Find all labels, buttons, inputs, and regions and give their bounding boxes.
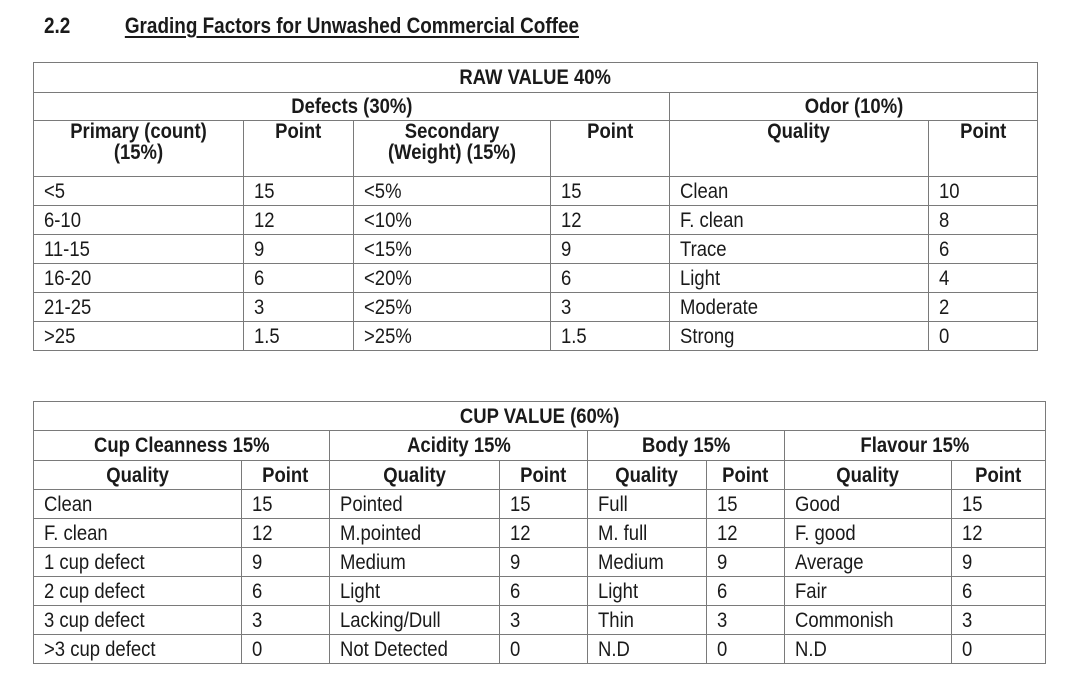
cup-title-row	[34, 402, 1046, 431]
cleanness-quality-cell: 3 cup defect	[34, 606, 242, 635]
body-point-cell: 15	[707, 490, 785, 519]
secondary-weight-cell: <25%	[354, 293, 551, 322]
cup-value-table	[33, 401, 1046, 664]
secondary-weight-cell: <20%	[354, 264, 551, 293]
odor-quality-header: Quality	[670, 121, 929, 177]
cleanness-quality-cell: 1 cup defect	[34, 548, 242, 577]
table-row	[34, 577, 1046, 606]
flavour-point-cell: 3	[952, 606, 1046, 635]
table-row	[34, 606, 1046, 635]
section-number: 2.2	[44, 13, 71, 38]
odor-quality-cell: Moderate	[670, 293, 929, 322]
acidity-point-cell: 12	[500, 519, 588, 548]
table-row	[34, 293, 1038, 322]
secondary-point-cell: 6	[551, 264, 670, 293]
acidity-quality-cell: Not Detected	[330, 635, 500, 664]
flavour-quality-cell: Average	[785, 548, 952, 577]
secondary-weight-cell: <5%	[354, 177, 551, 206]
body-point-cell: 9	[707, 548, 785, 577]
secondary-point-cell: 12	[551, 206, 670, 235]
acidity-point-cell: 9	[500, 548, 588, 577]
cleanness-quality-header: Quality	[34, 461, 242, 490]
body-point-cell: 12	[707, 519, 785, 548]
cleanness-point-header: Point	[242, 461, 330, 490]
table-row	[34, 519, 1046, 548]
primary-count-cell: <5	[34, 177, 244, 206]
primary-count-cell: 16-20	[34, 264, 244, 293]
flavour-point-cell: 6	[952, 577, 1046, 606]
table-row	[34, 206, 1038, 235]
acidity-point-cell: 15	[500, 490, 588, 519]
acidity-point-cell: 3	[500, 606, 588, 635]
odor-quality-cell: Trace	[670, 235, 929, 264]
odor-point-header: Point	[929, 121, 1038, 177]
flavour-quality-cell: N.D	[785, 635, 952, 664]
secondary-weight-cell: >25%	[354, 322, 551, 351]
odor-point-cell: 0	[929, 322, 1038, 351]
secondary-point-header: Point	[551, 121, 670, 177]
section-title: Grading Factors for Unwashed Commercial Coffee	[124, 13, 580, 38]
body-quality-cell: Medium	[588, 548, 707, 577]
primary-point-header: Point	[244, 121, 354, 177]
cup-group-row	[34, 431, 1046, 461]
table-row	[34, 235, 1038, 264]
flavour-point-cell: 0	[952, 635, 1046, 664]
odor-quality-cell: Strong	[670, 322, 929, 351]
body-point-cell: 6	[707, 577, 785, 606]
cleanness-point-cell: 0	[242, 635, 330, 664]
odor-group-header: Odor (10%)	[670, 93, 1038, 121]
raw-value-title: RAW VALUE 40%	[34, 63, 1038, 93]
raw-column-header-row	[34, 121, 1038, 177]
flavour-point-cell: 12	[952, 519, 1046, 548]
flavour-quality-cell: Fair	[785, 577, 952, 606]
secondary-weight-cell: <10%	[354, 206, 551, 235]
cleanness-quality-cell: F. clean	[34, 519, 242, 548]
secondary-weight-header: Secondary (Weight) (15%)	[354, 121, 551, 177]
odor-point-cell: 6	[929, 235, 1038, 264]
cleanness-point-cell: 3	[242, 606, 330, 635]
flavour-quality-cell: Good	[785, 490, 952, 519]
flavour-point-header: Point	[952, 461, 1046, 490]
odor-point-cell: 2	[929, 293, 1038, 322]
body-quality-cell: M. full	[588, 519, 707, 548]
flavour-point-cell: 9	[952, 548, 1046, 577]
cleanness-point-cell: 12	[242, 519, 330, 548]
cleanness-point-cell: 9	[242, 548, 330, 577]
acidity-point-cell: 6	[500, 577, 588, 606]
primary-count-cell: 21-25	[34, 293, 244, 322]
acidity-point-cell: 0	[500, 635, 588, 664]
primary-point-cell: 15	[244, 177, 354, 206]
primary-count-cell: >25	[34, 322, 244, 351]
body-quality-cell: Light	[588, 577, 707, 606]
flavour-point-cell: 15	[952, 490, 1046, 519]
primary-point-cell: 3	[244, 293, 354, 322]
primary-point-cell: 9	[244, 235, 354, 264]
body-point-header: Point	[707, 461, 785, 490]
cleanness-quality-cell: Clean	[34, 490, 242, 519]
defects-group-header: Defects (30%)	[34, 93, 670, 121]
flavour-quality-cell: F. good	[785, 519, 952, 548]
acidity-point-header: Point	[500, 461, 588, 490]
odor-point-cell: 4	[929, 264, 1038, 293]
primary-point-cell: 6	[244, 264, 354, 293]
body-point-cell: 0	[707, 635, 785, 664]
cleanness-point-cell: 6	[242, 577, 330, 606]
cleanness-quality-cell: >3 cup defect	[34, 635, 242, 664]
odor-point-cell: 10	[929, 177, 1038, 206]
cup-cleanness-group-header: Cup Cleanness 15%	[34, 431, 330, 461]
cup-value-title: CUP VALUE (60%)	[34, 402, 1046, 431]
acidity-quality-cell: Pointed	[330, 490, 500, 519]
primary-point-cell: 12	[244, 206, 354, 235]
body-group-header: Body 15%	[588, 431, 785, 461]
acidity-quality-cell: Lacking/Dull	[330, 606, 500, 635]
acidity-quality-header: Quality	[330, 461, 500, 490]
acidity-group-header: Acidity 15%	[330, 431, 588, 461]
table-row	[34, 322, 1038, 351]
odor-quality-cell: F. clean	[670, 206, 929, 235]
acidity-quality-cell: Light	[330, 577, 500, 606]
secondary-point-cell: 15	[551, 177, 670, 206]
secondary-point-cell: 1.5	[551, 322, 670, 351]
table-row	[34, 177, 1038, 206]
secondary-point-cell: 3	[551, 293, 670, 322]
table-row	[34, 548, 1046, 577]
acidity-quality-cell: M.pointed	[330, 519, 500, 548]
primary-point-cell: 1.5	[244, 322, 354, 351]
body-quality-cell: N.D	[588, 635, 707, 664]
section-heading	[44, 10, 579, 42]
body-point-cell: 3	[707, 606, 785, 635]
odor-quality-cell: Light	[670, 264, 929, 293]
odor-quality-cell: Clean	[670, 177, 929, 206]
table-row	[34, 264, 1038, 293]
table-row	[34, 635, 1046, 664]
body-quality-cell: Thin	[588, 606, 707, 635]
secondary-point-cell: 9	[551, 235, 670, 264]
primary-count-cell: 11-15	[34, 235, 244, 264]
acidity-quality-cell: Medium	[330, 548, 500, 577]
raw-value-table	[33, 62, 1038, 351]
raw-title-row	[34, 63, 1038, 93]
raw-group-row	[34, 93, 1038, 121]
flavour-quality-cell: Commonish	[785, 606, 952, 635]
secondary-weight-cell: <15%	[354, 235, 551, 264]
cup-column-header-row	[34, 461, 1046, 490]
flavour-group-header: Flavour 15%	[785, 431, 1046, 461]
primary-count-cell: 6-10	[34, 206, 244, 235]
body-quality-header: Quality	[588, 461, 707, 490]
table-row	[34, 490, 1046, 519]
primary-count-header: Primary (count) (15%)	[34, 121, 244, 177]
cleanness-point-cell: 15	[242, 490, 330, 519]
odor-point-cell: 8	[929, 206, 1038, 235]
body-quality-cell: Full	[588, 490, 707, 519]
cleanness-quality-cell: 2 cup defect	[34, 577, 242, 606]
flavour-quality-header: Quality	[785, 461, 952, 490]
